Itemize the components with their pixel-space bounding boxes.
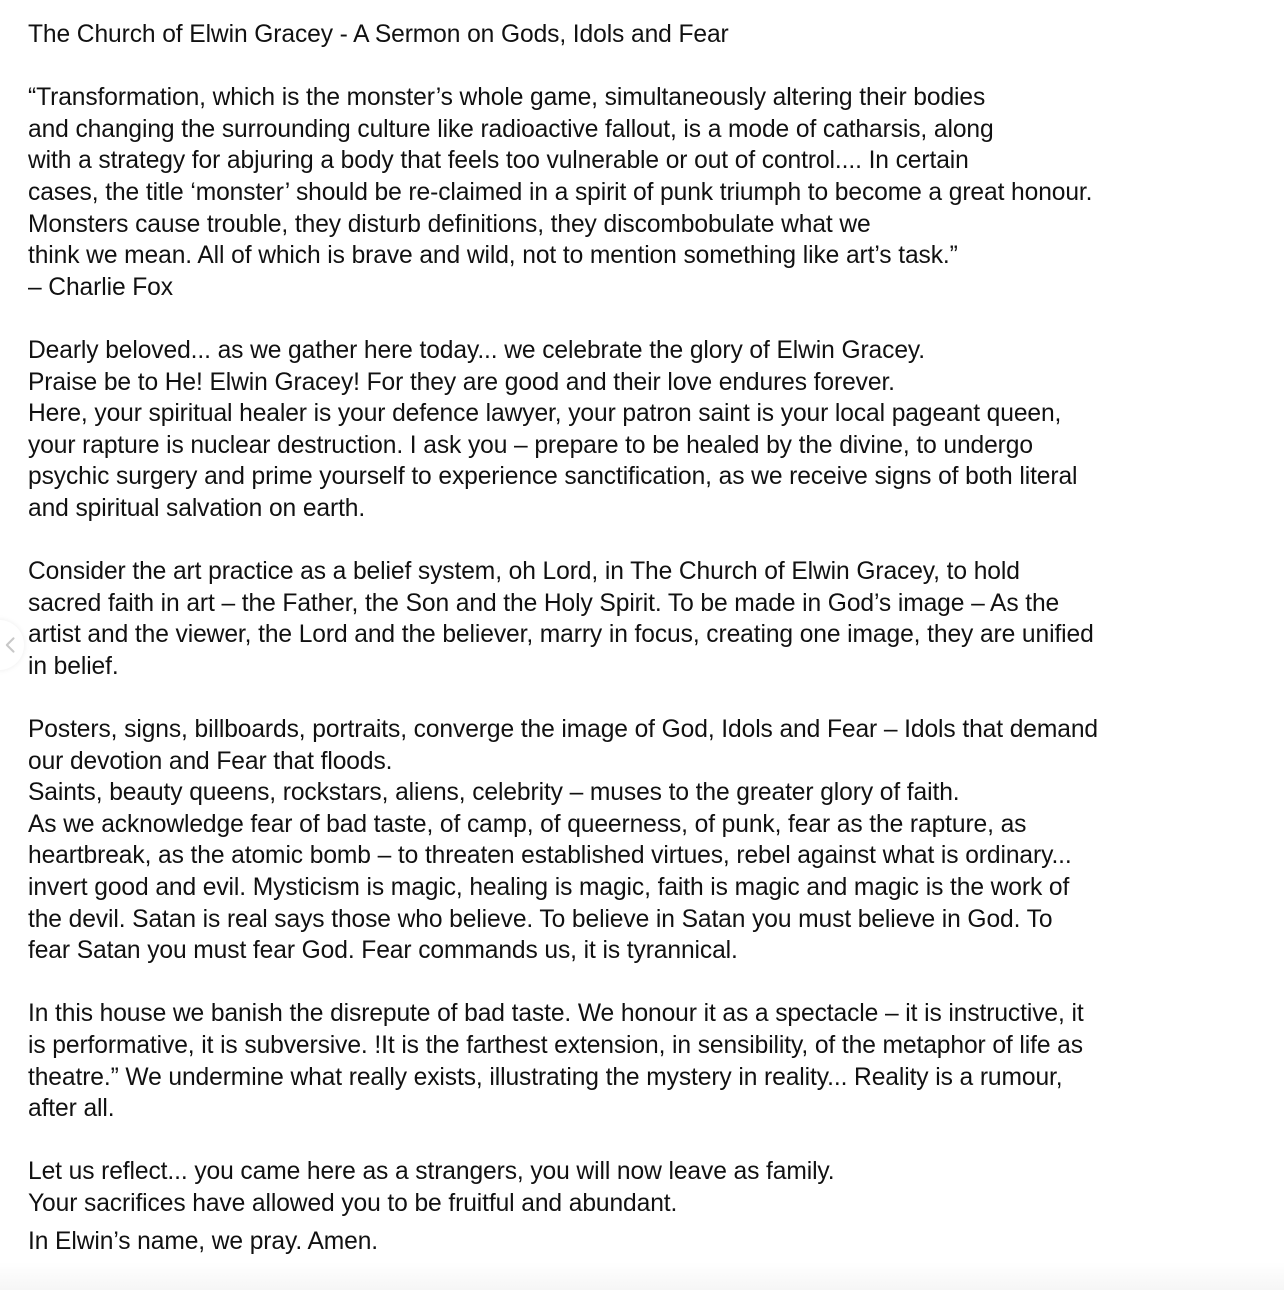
paragraph bbox=[28, 998, 1098, 1124]
text-line: and changing the surrounding culture like radioactive fallout, is a mode of catharsis, along bbox=[28, 115, 994, 143]
text-line: artist and the viewer, the Lord and the believer, marry in focus, creating one image, they are unified bbox=[28, 621, 1094, 649]
bottom-edge bbox=[0, 1262, 1284, 1290]
paragraph bbox=[28, 335, 1098, 525]
text-line: your rapture is nuclear destruction. I ask you – prepare to be healed by the divine, to undergo bbox=[28, 431, 1033, 459]
text-line: Praise be to He! Elwin Gracey! For they are good and their love endures forever. bbox=[28, 368, 895, 396]
text-line: in belief. bbox=[28, 652, 119, 680]
text-line: Here, your spiritual healer is your defence lawyer, your patron saint is your local pageant queen, bbox=[28, 400, 1062, 428]
document-title: The Church of Elwin Gracey - A Sermon on Gods, Idols and Fear bbox=[28, 21, 729, 48]
paragraph bbox=[28, 714, 1098, 967]
text-line: “Transformation, which is the monster’s whole game, simultaneously altering their bodies bbox=[28, 84, 986, 112]
text-line: after all. bbox=[28, 1095, 115, 1123]
text-line: Dearly beloved... as we gather here today... we celebrate the glory of Elwin Gracey. bbox=[28, 336, 926, 364]
text-line: psychic surgery and prime yourself to experience sanctification, as we receive signs of both literal bbox=[28, 463, 1078, 491]
text-line: Consider the art practice as a belief system, oh Lord, in The Church of Elwin Gracey, to hold bbox=[28, 558, 1020, 586]
text-line: As we acknowledge fear of bad taste, of camp, of queerness, of punk, fear as the rapture, as bbox=[28, 810, 1027, 838]
text-line: Your sacrifices have allowed you to be fruitful and abundant. bbox=[28, 1189, 678, 1217]
text-line: Posters, signs, billboards, portraits, converge the image of God, Idols and Fear – Idols that demand bbox=[28, 716, 1098, 744]
text-line: our devotion and Fear that floods. bbox=[28, 747, 393, 775]
text-line: the devil. Satan is real says those who believe. To believe in Satan you must believe in God. To bbox=[28, 905, 1053, 933]
text-line: Monsters cause trouble, they disturb definitions, they discombobulate what we bbox=[28, 210, 871, 238]
document-body bbox=[28, 19, 1098, 1257]
text-line: Let us reflect... you came here as a strangers, you will now leave as family. bbox=[28, 1158, 835, 1186]
text-line: Saints, beauty queens, rockstars, aliens, celebrity – muses to the greater glory of faith. bbox=[28, 779, 960, 807]
previous-page-button[interactable] bbox=[0, 620, 24, 670]
text-line: – Charlie Fox bbox=[28, 273, 173, 301]
text-line: is performative, it is subversive. !It is the farthest extension, in sensibility, of the metaphor of life as bbox=[28, 1032, 1083, 1059]
text-line: In this house we banish the disrepute of bad taste. We honour it as a spectacle – it is instructive, it bbox=[28, 1000, 1084, 1028]
closing-line: In Elwin’s name, we pray. Amen. bbox=[28, 1227, 379, 1255]
text-line: sacred faith in art – the Father, the Son and the Holy Spirit. To be made in God’s image – As the bbox=[28, 589, 1060, 617]
text-line: theatre.” We undermine what really exists, illustrating the mystery in reality... Reality is a rumour, bbox=[28, 1063, 1063, 1091]
text-line: with a strategy for abjuring a body that feels too vulnerable or out of control.... In certain bbox=[28, 147, 969, 175]
text-line: and spiritual salvation on earth. bbox=[28, 494, 366, 522]
text-line: fear Satan you must fear God. Fear commands us, it is tyrannical. bbox=[28, 937, 738, 965]
paragraph bbox=[28, 1156, 1098, 1219]
paragraph bbox=[28, 82, 1098, 303]
chevron-left-icon bbox=[1, 635, 21, 655]
paragraph bbox=[28, 556, 1098, 682]
text-line: think we mean. All of which is brave and wild, not to mention something like art’s task.” bbox=[28, 242, 958, 270]
text-line: cases, the title ‘monster’ should be re-claimed in a spirit of punk triumph to become a great honour. bbox=[28, 178, 1093, 206]
text-line: invert good and evil. Mysticism is magic, healing is magic, faith is magic and magic is the work of bbox=[28, 874, 1070, 902]
text-line: heartbreak, as the atomic bomb – to threaten established virtues, rebel against what is ordinary... bbox=[28, 842, 1072, 870]
